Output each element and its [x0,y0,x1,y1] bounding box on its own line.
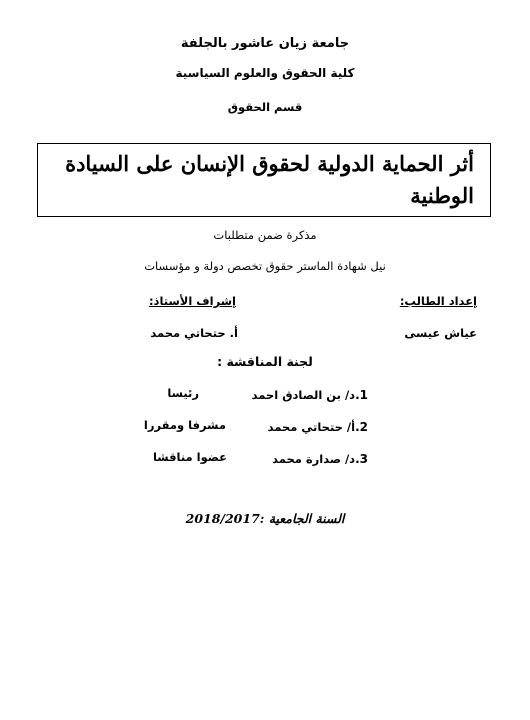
committee-member [272,448,368,467]
committee-member [268,416,368,435]
supervisor-name: أ. حتحاتي محمد [150,326,238,340]
thesis-title: أثر الحماية الدولية لحقوق الإنسان على السيادة الوطنية [65,151,474,208]
member-number: 3. [355,452,368,466]
supervisor-label: إشراف الأستاذ: [148,294,236,308]
faculty-name: كلية الحقوق والعلوم السياسية [175,66,355,80]
member-role: عضوا مناقشا [152,450,227,464]
degree-line: نيل شهادة الماستر حقوق تخصص دولة و مؤسسات [144,259,386,273]
member-name: د/ صدارة محمد [272,452,356,466]
department-name: قسم الحقوق [227,100,303,114]
academic-year [0,511,530,526]
student-name: عياش عيسى [404,326,477,340]
member-number: 2. [355,420,368,434]
committee-member [252,384,368,403]
member-name: أ/ حتحاتي محمد [267,420,356,434]
member-name: د/ بن الصادق احمد [251,388,356,402]
student-label: إعداد الطالب: [399,294,477,308]
memo-line: مذكرة ضمن متطلبات [213,228,317,242]
academic-year-label: السنة الجامعية : [259,511,345,526]
member-role: مشرفا ومقررا [143,418,226,432]
member-role: رئيسا [167,386,199,400]
academic-year-value: 2018/2017 [185,511,260,526]
committee-title: لجنة المناقشة : [217,354,313,369]
university-name: جامعة زيان عاشور بالجلفة [180,36,350,51]
thesis-title-box [37,143,491,217]
member-number: 1. [355,388,368,402]
